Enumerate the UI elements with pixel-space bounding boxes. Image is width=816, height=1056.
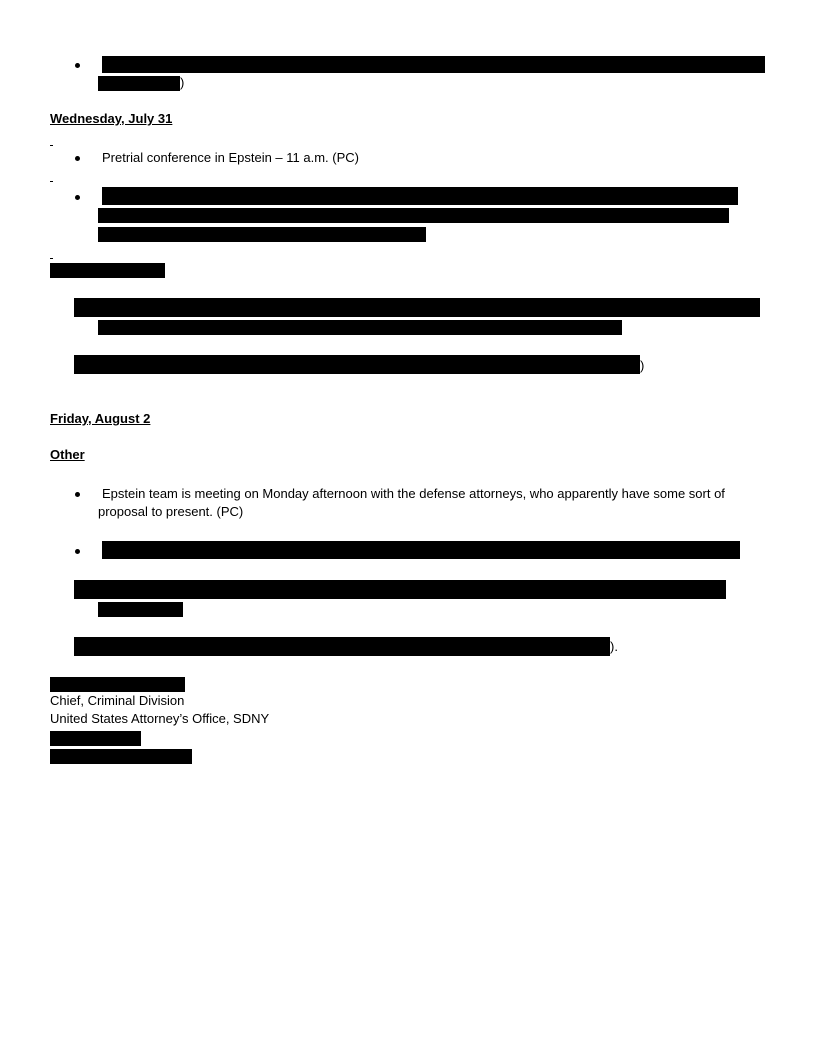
redaction-sig-phone bbox=[50, 731, 141, 746]
epstein-meeting-line2: proposal to present. (PC) bbox=[98, 504, 244, 519]
redaction-4b bbox=[98, 320, 622, 335]
epstein-meeting-line1: Epstein team is meeting on Monday afternoon with the defense attorneys, who apparently have some sort of bbox=[102, 486, 725, 501]
redaction-3c bbox=[98, 227, 426, 242]
redaction-3b bbox=[98, 208, 729, 223]
closing-paren-2: ) bbox=[640, 358, 645, 373]
heading-friday: Friday, August 2 bbox=[50, 411, 151, 426]
signature-office: United States Attorney’s Office, SDNY bbox=[50, 711, 270, 726]
redaction-sig-email bbox=[50, 749, 192, 764]
redaction-heading bbox=[50, 263, 165, 278]
bullet-2 bbox=[75, 156, 80, 161]
pretrial-item: Pretrial conference in Epstein – 11 a.m. (PC) bbox=[102, 150, 359, 165]
redaction-8 bbox=[74, 637, 610, 656]
redaction-3a bbox=[102, 187, 738, 205]
heading-other: Other bbox=[50, 447, 85, 462]
redaction-1b bbox=[98, 76, 180, 91]
dash-mark-3 bbox=[50, 258, 53, 259]
dash-mark-1 bbox=[50, 145, 53, 146]
redaction-1a bbox=[102, 56, 765, 73]
redaction-6 bbox=[102, 541, 740, 559]
redaction-5 bbox=[74, 355, 640, 374]
heading-wednesday: Wednesday, July 31 bbox=[50, 111, 173, 126]
closing-paren-3: ). bbox=[610, 639, 618, 654]
bullet-1 bbox=[75, 63, 80, 68]
bullet-5 bbox=[75, 549, 80, 554]
redaction-7b bbox=[98, 602, 183, 617]
closing-paren-1: ) bbox=[180, 75, 185, 90]
signature-title: Chief, Criminal Division bbox=[50, 693, 185, 708]
bullet-4 bbox=[75, 492, 80, 497]
bullet-3 bbox=[75, 195, 80, 200]
redaction-sig-name bbox=[50, 677, 185, 692]
redaction-7a bbox=[74, 580, 726, 599]
redaction-4a bbox=[74, 298, 760, 317]
dash-mark-2 bbox=[50, 181, 53, 182]
